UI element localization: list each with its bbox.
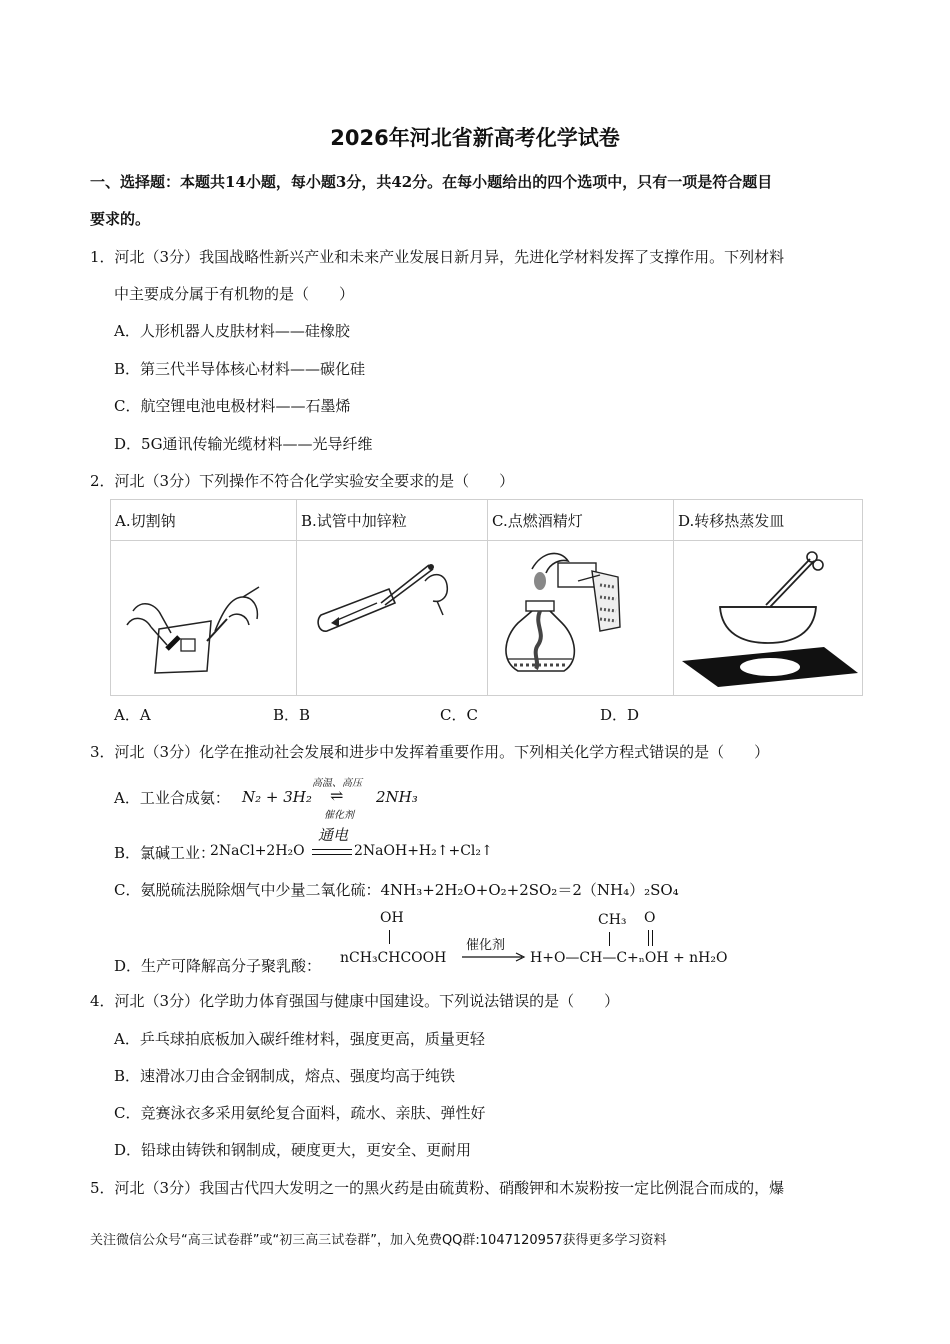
q3-b-equals-bottom [312, 854, 352, 855]
q3-d-bond-vertical [389, 930, 390, 944]
q3-option-a-label: A．工业合成氨： [114, 789, 230, 807]
q3-d-ch3-group: CH₃ [598, 912, 627, 928]
q2-header-c: C.点燃酒精灯 [488, 500, 674, 541]
q3-stem: 3．河北（3分）化学在推动社会发展和进步中发挥着重要作用。下列相关化学方程式错误的是（ ） [90, 743, 770, 761]
q3-d-ch3-bond [609, 932, 610, 946]
q1-stem-line1: 1．河北（3分）我国战略性新兴产业和未来产业发展日新月异，先进化学材料发挥了支撑作用。下列材料 [90, 248, 785, 266]
q2-header-d: D.转移热蒸发皿 [674, 500, 863, 541]
q4-stem: 4．河北（3分）化学助力体育强国与健康中国建设。下列说法错误的是（ ） [90, 992, 620, 1010]
evaporating-dish-illustration [674, 541, 863, 695]
q3-d-carbonyl-bond-2 [652, 930, 653, 946]
q3-option-b-label: B．氯碱工业： [114, 844, 216, 862]
q3-a-left: N₂ + 3H₂ [242, 788, 312, 806]
q2-answer-c: C．C [440, 706, 478, 724]
q2-image-lighting-lamp [488, 541, 674, 696]
q3-b-condition: 通电 [318, 826, 349, 844]
q2-answer-a: A．A [114, 706, 151, 724]
cutting-sodium-illustration [111, 541, 297, 695]
page-title: 2026年河北省新高考化学试卷 [330, 126, 620, 150]
q2-header-b: B.试管中加锌粒 [297, 500, 488, 541]
q3-d-arrow-icon [462, 952, 526, 962]
q1-option-b: B．第三代半导体核心材料——碳化硅 [114, 360, 366, 378]
q3-a-arrow: ⇌ [330, 786, 344, 805]
page-footer: 关注微信公众号“高三试卷群”或“初三高三试卷群”，加入免费QQ群:1047120957获得更多学习资料 [90, 1233, 667, 1248]
q3-a-right: 2NH₃ [376, 788, 418, 806]
q2-answer-b: B．B [273, 706, 311, 724]
q4-option-c: C．竞赛泳衣多采用氨纶复合面料，疏水、亲肤、弹性好 [114, 1104, 486, 1122]
q3-b-right: 2NaOH+H₂↑+Cl₂↑ [354, 843, 493, 859]
q2-image-cutting-sodium [111, 541, 297, 696]
q2-header-a: A.切割钠 [111, 500, 297, 541]
q2-answer-d: D．D [600, 706, 640, 724]
q3-d-condition: 催化剂 [466, 938, 506, 953]
q1-option-d: D．5G通讯传输光缆材料——光导纤维 [114, 435, 373, 453]
q3-d-reactant: nCH₃CHCOOH [340, 950, 447, 966]
q3-d-oh-group: OH [380, 910, 404, 926]
q3-a-condition-bottom: 催化剂 [324, 810, 354, 821]
q1-option-a: A．人形机器人皮肤材料——硅橡胶 [114, 322, 350, 340]
alcohol-lamp-illustration [488, 541, 674, 695]
q3-b-equals-top [312, 849, 352, 850]
q4-option-a: A．乒乓球拍底板加入碳纤维材料，强度更高，质量更轻 [114, 1030, 485, 1048]
q3-d-carbonyl-bond-1 [648, 930, 649, 946]
q4-option-d: D．铅球由铸铁和钢制成，硬度更大，更安全、更耐用 [114, 1141, 472, 1159]
q3-option-d-label: D．生产可降解高分子聚乳酸： [114, 957, 322, 975]
section-heading-line2: 要求的。 [90, 210, 151, 228]
q3-d-product: H+O—CH—C+ₙOH + nH₂O [530, 950, 728, 966]
q2-stem: 2．河北（3分）下列操作不符合化学实验安全要求的是（ ） [90, 472, 515, 490]
q5-stem: 5．河北（3分）我国古代四大发明之一的黑火药是由硫黄粉、硝酸钾和木炭粉按一定比例混合而成的，爆 [90, 1179, 785, 1197]
q2-options-table [110, 499, 863, 696]
q3-option-c: C．氨脱硫法脱除烟气中少量二氧化硫：4NH₃+2H₂O+O₂+2SO₂＝2（NH₄）₂SO₄ [114, 881, 679, 899]
q2-image-adding-zinc [297, 541, 488, 696]
q3-d-o-group: O [644, 910, 656, 926]
q1-option-c: C．航空锂电池电极材料——石墨烯 [114, 397, 351, 415]
q3-a-condition-top: 高温、高压 [312, 778, 362, 789]
q1-stem-line2: 中主要成分属于有机物的是（ ） [114, 285, 355, 303]
q2-image-evaporating-dish [674, 541, 863, 696]
q4-option-b: B．速滑冰刀由合金钢制成，熔点、强度均高于纯铁 [114, 1067, 456, 1085]
section-heading-line1: 一、选择题：本题共14小题，每小题3分，共42分。在每小题给出的四个选项中，只有一项是符合题目 [90, 173, 773, 191]
test-tube-illustration [297, 541, 488, 695]
q3-b-left: 2NaCl+2H₂O [210, 843, 305, 859]
